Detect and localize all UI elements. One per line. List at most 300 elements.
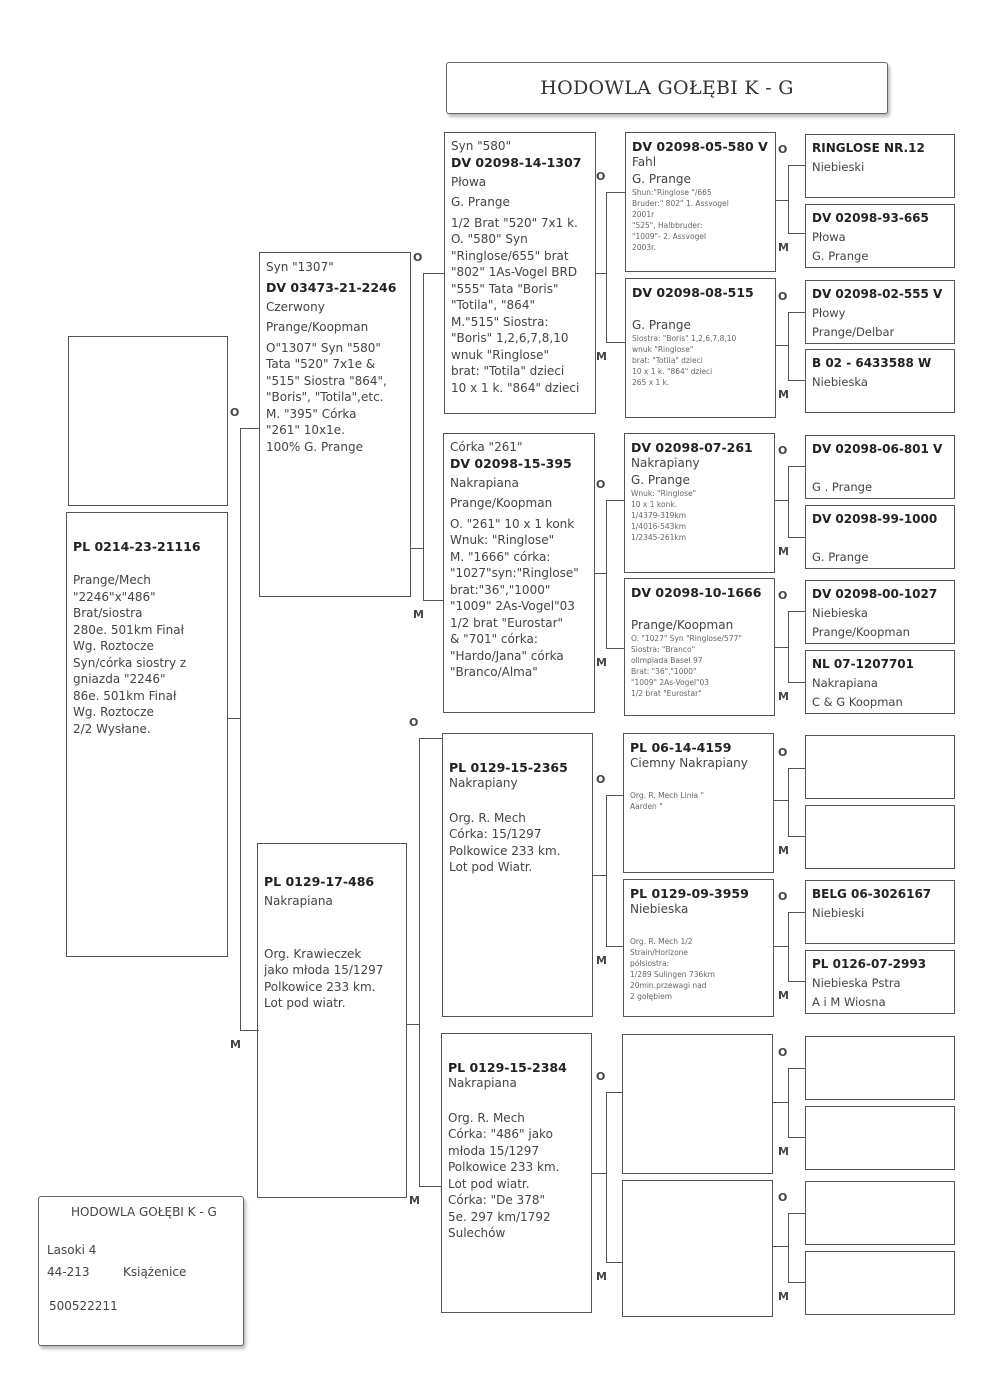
fmf-note-line: 1/4016-543km xyxy=(631,522,687,531)
subject-note-line: 280e. 501km Finał xyxy=(73,622,185,637)
ffm-note-line: 265 x 1 k. xyxy=(632,378,670,387)
g4-ring: BELG 06-3026167 xyxy=(812,887,932,901)
mother-label: M xyxy=(596,954,607,967)
fmm-ring: DV 02098-10-1666 xyxy=(631,585,762,600)
fm-pre: Córka "261" xyxy=(450,440,523,454)
g4-color: Nakrapiana xyxy=(812,676,878,690)
mm-note-line: Polkowice 233 km. xyxy=(448,1160,560,1174)
connector-line xyxy=(240,1030,259,1031)
connector-line xyxy=(788,768,789,836)
father-label: O xyxy=(596,1070,606,1083)
g4-breeder xyxy=(812,392,948,411)
mf-notes xyxy=(449,810,586,876)
fm-note-line: "1027"syn:"Ringlose" xyxy=(450,566,579,580)
connector-line xyxy=(773,1102,788,1103)
fmm-note-line: Siostra: "Branco" xyxy=(631,645,696,654)
fff-ring: DV 02098-05-580 V xyxy=(632,139,768,154)
great-grandparent-card xyxy=(805,204,955,268)
mff-card xyxy=(623,733,774,873)
g4-color xyxy=(812,759,948,778)
mother-label: M xyxy=(778,1145,789,1158)
connector-line xyxy=(788,1137,805,1138)
fm-card xyxy=(443,433,595,713)
mm-card xyxy=(441,1033,592,1313)
father-label: O xyxy=(778,890,788,903)
father-label: O xyxy=(778,290,788,303)
g4-color: Niebieska Pstra xyxy=(812,976,901,990)
mother-label: M xyxy=(778,1290,789,1303)
father-note-line: Tata "520" 7x1e & xyxy=(266,357,376,371)
ff-card xyxy=(444,132,596,414)
fmf-note-line: Wnuk: "Ringlose" xyxy=(631,489,697,498)
connector-line xyxy=(606,946,623,947)
father-label: O xyxy=(778,589,788,602)
great-grandparent-card xyxy=(805,1036,955,1100)
fmm-notes xyxy=(631,633,768,699)
connector-line xyxy=(606,192,607,342)
father-label: O xyxy=(409,716,419,729)
great-grandparent-card xyxy=(805,134,955,198)
fm-ring: DV 02098-15-395 xyxy=(450,455,572,471)
subject-ring: PL 0214-23-21116 xyxy=(73,539,201,554)
father-pre: Syn "1307" xyxy=(266,260,334,274)
ffm-note-line: wnuk "Ringlose" xyxy=(632,345,694,354)
fmf-note-line: 1/2345-261km xyxy=(631,533,687,542)
great-grandparent-card xyxy=(805,280,955,344)
connector-line xyxy=(774,800,788,801)
mm-note-line: Córka: "De 378" xyxy=(448,1193,545,1207)
great-grandparent-card xyxy=(805,880,955,944)
great-grandparent-card xyxy=(805,950,955,1014)
ffm-note-line: brat: "Totila" dzieci xyxy=(632,356,703,365)
mother-label: M xyxy=(778,241,789,254)
fm-note-line: "Branco/Alma" xyxy=(450,665,538,679)
fm-notes xyxy=(450,516,588,681)
g4-ring: DV 02098-99-1000 xyxy=(812,512,938,526)
father-label: O xyxy=(413,251,423,264)
mf-card xyxy=(442,733,593,1017)
fm-note-line: "Hardo/Jana" córka xyxy=(450,648,564,663)
g4-color: Niebieska xyxy=(812,606,868,620)
subject-notes xyxy=(73,572,221,737)
ffm-note-line: Siostra: "Boris" 1,2,6,7,8,10 xyxy=(632,334,737,343)
g4-breeder xyxy=(812,177,948,196)
ff-note-line: 1/2 Brat "520" 7x1 k. xyxy=(451,215,578,230)
connector-line xyxy=(788,912,789,981)
ffm-notes xyxy=(632,333,769,388)
connector-line xyxy=(606,795,607,946)
ff-pre: Syn "580" xyxy=(451,139,512,153)
subject-note-line: gniazda "2246" xyxy=(73,672,166,686)
father-label: O xyxy=(778,444,788,457)
fff-note-line: 2001r xyxy=(632,210,655,219)
mfm-note-line: półsiostra: xyxy=(630,958,670,968)
connector-line xyxy=(788,768,805,769)
g4-ring: B 02 - 6433588 W xyxy=(812,356,932,370)
fmf-breeder: G. Prange xyxy=(631,472,690,487)
mff-note-line: Org. R. Mech Linia " xyxy=(630,790,704,800)
connector-line xyxy=(788,1068,805,1069)
mm-note-line: 5e. 297 km/1792 xyxy=(448,1209,551,1224)
subject-note-line: Brat/siostra xyxy=(73,606,143,620)
father-note-line: "515" Siostra "864", xyxy=(266,373,387,388)
g4-breeder: G . Prange xyxy=(812,480,873,494)
g4-ring: PL 0126-07-2993 xyxy=(812,957,927,971)
fmm-note-line: olimpiada Basel 97 xyxy=(631,656,703,665)
fff-note-line: Bruder:" 802" 1. Assvogel xyxy=(632,199,729,208)
mfm-note-line: Strain/Horizone xyxy=(630,947,689,957)
connector-line xyxy=(592,1173,606,1174)
ff-note-line: wnuk "Ringlose" xyxy=(451,347,550,362)
mother-label: M xyxy=(778,545,789,558)
footer-title: HODOWLA GOŁĘBI K - G xyxy=(71,1205,217,1219)
great-grandparent-card xyxy=(805,805,955,869)
photo-placeholder xyxy=(68,336,228,506)
ff-note-line: "555" Tata "Boris" xyxy=(451,281,559,296)
ff-note-line: "Ringlose/655" brat xyxy=(451,248,569,263)
g4-color xyxy=(812,1275,948,1294)
mother-label: M xyxy=(778,989,789,1002)
fmf-note-line: 1/4379-319km xyxy=(631,511,687,520)
mfm-note-line: Org. R. Mech 1/2 xyxy=(630,936,693,946)
connector-line xyxy=(788,537,805,538)
g4-ring xyxy=(812,1256,948,1275)
ffm-note-line: 10 x 1 k. "864" dzieci xyxy=(632,367,713,376)
connector-line xyxy=(407,1024,419,1025)
connector-line xyxy=(606,342,625,343)
mff-notes xyxy=(630,790,767,812)
mfm-notes xyxy=(630,936,767,1002)
fff-note-line: "525", Halbbruder: xyxy=(632,221,703,230)
footer-phone: 500522211 xyxy=(49,1299,118,1313)
footer-city: Książenice xyxy=(123,1265,187,1279)
connector-line xyxy=(788,836,805,837)
g4-ring: DV 02098-06-801 V xyxy=(812,442,943,456)
g4-ring xyxy=(812,1186,948,1205)
connector-line xyxy=(788,312,805,313)
father-label: O xyxy=(596,170,606,183)
connector-line xyxy=(240,428,241,1030)
fff-breeder: G. Prange xyxy=(632,171,691,186)
g4-breeder: Prange/Delbar xyxy=(812,325,895,339)
connector-line xyxy=(788,1213,789,1282)
breeder-address-card xyxy=(38,1196,244,1346)
connector-line xyxy=(411,548,423,549)
g4-color xyxy=(812,529,948,548)
great-grandparent-card xyxy=(805,349,955,413)
connector-line xyxy=(773,1246,788,1247)
g4-breeder: C & G Koopman xyxy=(812,695,903,709)
connector-line xyxy=(606,192,625,193)
fff-note-line: Shun:"Ringlose "/665 xyxy=(632,188,712,197)
great-grandparent-card xyxy=(805,1106,955,1170)
connector-line xyxy=(788,312,789,380)
ff-note-line: brat: "Totila" dzieci xyxy=(451,364,565,378)
mfm-note-line: 1/289 Sulingen 736km xyxy=(630,969,715,979)
connector-line xyxy=(606,795,623,796)
fmm-card xyxy=(624,578,775,716)
mff-color: Ciemny Nakrapiany xyxy=(630,756,748,770)
g4-ring xyxy=(812,1111,948,1130)
mm-note-line: młoda 15/1297 xyxy=(448,1143,540,1158)
fm-note-line: brat:"36","1000" xyxy=(450,582,551,597)
mother-note-line: Polkowice 233 km. xyxy=(264,979,376,994)
father-note-line: "Boris", "Totila",etc. xyxy=(266,390,384,404)
father-label: O xyxy=(596,478,606,491)
g4-breeder xyxy=(812,1149,948,1168)
fff-note-line: "1009"- 2. Assvogel xyxy=(632,232,707,241)
connector-line xyxy=(423,273,424,600)
g4-color: Niebieski xyxy=(812,160,865,174)
g4-color: Niebieska xyxy=(812,375,868,389)
g4-color xyxy=(812,1130,948,1149)
connector-line xyxy=(606,1092,607,1262)
connector-line xyxy=(606,1092,622,1093)
g4-ring: DV 02098-00-1027 xyxy=(812,587,938,601)
fm-note-line: M. "1666" córka: xyxy=(450,549,551,564)
mff-note-line: Aarden " xyxy=(630,801,663,811)
subject-note-line: Wg. Roztocze xyxy=(73,639,154,653)
mother-label: M xyxy=(409,1194,420,1207)
fm-color: Nakrapiana xyxy=(450,475,519,490)
ff-breeder: G. Prange xyxy=(451,195,510,209)
connector-line xyxy=(776,200,788,201)
ff-note-line: M."515" Siostra: xyxy=(451,314,549,329)
fmf-ring: DV 02098-07-261 xyxy=(631,440,753,455)
father-notes xyxy=(266,340,404,456)
connector-line xyxy=(423,600,444,601)
g4-breeder: G. Prange xyxy=(812,249,869,263)
mother-label: M xyxy=(778,388,789,401)
fmf-card xyxy=(624,433,775,573)
fff-color: Fahl xyxy=(632,155,657,169)
connector-line xyxy=(606,648,624,649)
father-label: O xyxy=(596,773,606,786)
g4-breeder xyxy=(812,848,948,867)
mother-label: M xyxy=(596,350,607,363)
mother-note-line: Lot pod wiatr. xyxy=(264,996,346,1010)
subject-note-line: Syn/córka siostry z xyxy=(73,655,187,670)
mfm-note-line: 2 gołębiem xyxy=(630,991,673,1001)
g4-color xyxy=(812,1060,948,1079)
connector-line xyxy=(788,165,789,233)
ff-note-line: 10 x 1 k. "864" dzieci xyxy=(451,380,580,395)
subject-note-line: Prange/Mech xyxy=(73,573,151,587)
subject-note-line: "2246"x"486" xyxy=(73,589,156,604)
mm-note-line: Sulechów xyxy=(448,1226,506,1240)
footer-street: Lasoki 4 xyxy=(47,1243,97,1257)
g4-color xyxy=(812,829,948,848)
mm-ring: PL 0129-15-2384 xyxy=(448,1060,567,1075)
mother-ring: PL 0129-17-486 xyxy=(264,874,375,889)
connector-line xyxy=(419,738,442,739)
mm-note-line: Org. R. Mech xyxy=(448,1110,525,1125)
ffm-breeder: G. Prange xyxy=(632,317,691,332)
fmm-note-line: "1009" 2As-Vogel"03 xyxy=(631,678,710,687)
g4-breeder: Prange/Koopman xyxy=(812,625,910,639)
great-grandparent-card xyxy=(805,1181,955,1245)
mother-label: M xyxy=(596,656,607,669)
ffm-ring: DV 02098-08-515 xyxy=(632,285,754,300)
connector-line xyxy=(596,273,606,274)
mfm-ring: PL 0129-09-3959 xyxy=(630,886,749,901)
g4-color xyxy=(812,459,948,478)
mother-label: M xyxy=(230,1038,241,1051)
mfm-color: Niebieska xyxy=(630,902,689,916)
g4-ring: NL 07-1207701 xyxy=(812,657,914,671)
mm-note-line: Lot pod wiatr. xyxy=(448,1176,530,1191)
father-label: O xyxy=(230,406,240,419)
connector-line xyxy=(788,165,805,166)
connector-line xyxy=(419,1186,442,1187)
connector-line xyxy=(419,738,420,1186)
connector-line xyxy=(774,946,788,947)
great-grandparent-card xyxy=(805,650,955,714)
connector-line xyxy=(606,500,607,648)
ff-note-line: "Totila", "864" xyxy=(451,298,535,312)
connector-line xyxy=(788,380,805,381)
g4-ring: RINGLOSE NR.12 xyxy=(812,141,925,155)
subject-card xyxy=(66,512,228,957)
g4-breeder xyxy=(812,1079,948,1098)
mmm-card xyxy=(622,1180,773,1317)
connector-line xyxy=(775,500,788,501)
mother-label: M xyxy=(413,608,424,621)
mfm-note-line: 20min.przewagi nad xyxy=(630,980,707,990)
father-label: O xyxy=(778,1046,788,1059)
mf-note-line: Org. R. Mech xyxy=(449,810,526,825)
connector-line xyxy=(776,345,788,346)
g4-breeder xyxy=(812,778,948,797)
great-grandparent-card xyxy=(805,505,955,569)
mother-label: M xyxy=(596,1270,607,1283)
fmf-color: Nakrapiany xyxy=(631,456,700,470)
pedigree-header xyxy=(446,62,888,114)
great-grandparent-card xyxy=(805,580,955,644)
ff-notes xyxy=(451,215,589,397)
g4-color: Płowa xyxy=(812,230,846,244)
fm-note-line: O. "261" 10 x 1 konk xyxy=(450,516,575,531)
connector-line xyxy=(788,1282,805,1283)
connector-line xyxy=(788,912,805,913)
mmf-card xyxy=(622,1034,773,1174)
connector-line xyxy=(595,573,606,574)
subject-note-line: Wg. Roztocze xyxy=(73,705,154,719)
mf-color: Nakrapiany xyxy=(449,776,518,790)
mother-label: M xyxy=(778,690,789,703)
g4-color: Płowy xyxy=(812,306,846,320)
father-label: O xyxy=(778,1191,788,1204)
header-title: HODOWLA GOŁĘBI K - G xyxy=(540,77,794,99)
connector-line xyxy=(775,647,788,648)
g4-breeder xyxy=(812,1224,948,1243)
fmm-note-line: 1/2 brat "Eurostar" xyxy=(631,689,702,698)
ffm-card xyxy=(625,278,776,418)
g4-breeder xyxy=(812,923,948,942)
mff-ring: PL 06-14-4159 xyxy=(630,740,732,755)
g4-ring xyxy=(812,810,948,829)
mother-note-line: jako młoda 15/1297 xyxy=(264,963,384,977)
great-grandparent-card xyxy=(805,435,955,499)
connector-line xyxy=(593,875,606,876)
g4-breeder: A i M Wiosna xyxy=(812,995,886,1009)
connector-line xyxy=(788,682,805,683)
fff-notes xyxy=(632,187,769,253)
fm-note-line: Wnuk: "Ringlose" xyxy=(450,533,555,547)
connector-line xyxy=(788,611,789,682)
mm-note-line: Córka: "486" jako xyxy=(448,1127,553,1141)
father-card xyxy=(259,252,411,597)
fmf-notes xyxy=(631,488,768,543)
subject-note-line: 2/2 Wysłane. xyxy=(73,721,151,736)
fff-note-line: 2003r. xyxy=(632,243,656,252)
mother-color: Nakrapiana xyxy=(264,894,333,908)
g4-ring: DV 02098-02-555 V xyxy=(812,287,943,301)
fmm-note-line: Brat: "36","1000" xyxy=(631,667,697,676)
fmm-note-line: O. "1027" Syn "Ringlose/577" xyxy=(631,634,742,643)
fmm-breeder: Prange/Koopman xyxy=(631,617,734,632)
g4-ring xyxy=(812,1041,948,1060)
connector-line xyxy=(788,611,805,612)
ff-note-line: "802" 1As-Vogel BRD xyxy=(451,265,578,279)
g4-color xyxy=(812,1205,948,1224)
father-color: Czerwony xyxy=(266,299,325,314)
ff-note-line: O. "580" Syn xyxy=(451,232,528,246)
connector-line xyxy=(606,1262,622,1263)
mother-card xyxy=(257,843,407,1198)
fm-note-line: "1009" 2As-Vogel"03 xyxy=(450,599,575,613)
fm-breeder: Prange/Koopman xyxy=(450,496,553,510)
ff-ring: DV 02098-14-1307 xyxy=(451,154,582,170)
mf-note-line: Córka: 15/1297 xyxy=(449,827,542,841)
connector-line xyxy=(788,466,805,467)
subject-note-line: 86e. 501km Finał xyxy=(73,688,177,703)
mother-label: M xyxy=(778,844,789,857)
father-ring: DV 03473-21-2246 xyxy=(266,279,397,295)
ff-color: Płowa xyxy=(451,174,487,189)
great-grandparent-card xyxy=(805,1251,955,1315)
father-note-line: M. "395" Córka xyxy=(266,406,357,421)
mother-notes xyxy=(264,946,400,1012)
fm-note-line: 1/2 brat "Eurostar" xyxy=(450,615,564,630)
connector-line xyxy=(240,428,259,429)
great-grandparent-card xyxy=(805,735,955,799)
connector-line xyxy=(788,1068,789,1137)
footer-postcode: 44-213 xyxy=(47,1265,90,1279)
connector-line xyxy=(228,718,240,719)
mother-note-line: Org. Krawieczek xyxy=(264,946,362,961)
g4-color: Niebieski xyxy=(812,906,865,920)
mm-notes xyxy=(448,1110,585,1242)
connector-line xyxy=(788,466,789,537)
fm-note-line: & "701" córka: xyxy=(450,632,538,646)
fff-card xyxy=(625,132,776,272)
father-label: O xyxy=(778,746,788,759)
connector-line xyxy=(788,1213,805,1214)
connector-line xyxy=(606,500,624,501)
connector-line xyxy=(788,981,805,982)
mfm-card xyxy=(623,879,774,1017)
ff-note-line: "Boris" 1,2,6,7,8,10 xyxy=(451,331,569,345)
g4-breeder xyxy=(812,1294,948,1313)
mf-note-line: Polkowice 233 km. xyxy=(449,843,561,858)
father-note-line: O"1307" Syn "580" xyxy=(266,340,381,355)
father-note-line: 100% G. Prange xyxy=(266,439,363,454)
father-note-line: "261" 10x1e. xyxy=(266,423,345,437)
father-breeder: Prange/Koopman xyxy=(266,320,369,334)
mf-note-line: Lot pod Wiatr. xyxy=(449,860,533,874)
mm-color: Nakrapiana xyxy=(448,1076,517,1090)
